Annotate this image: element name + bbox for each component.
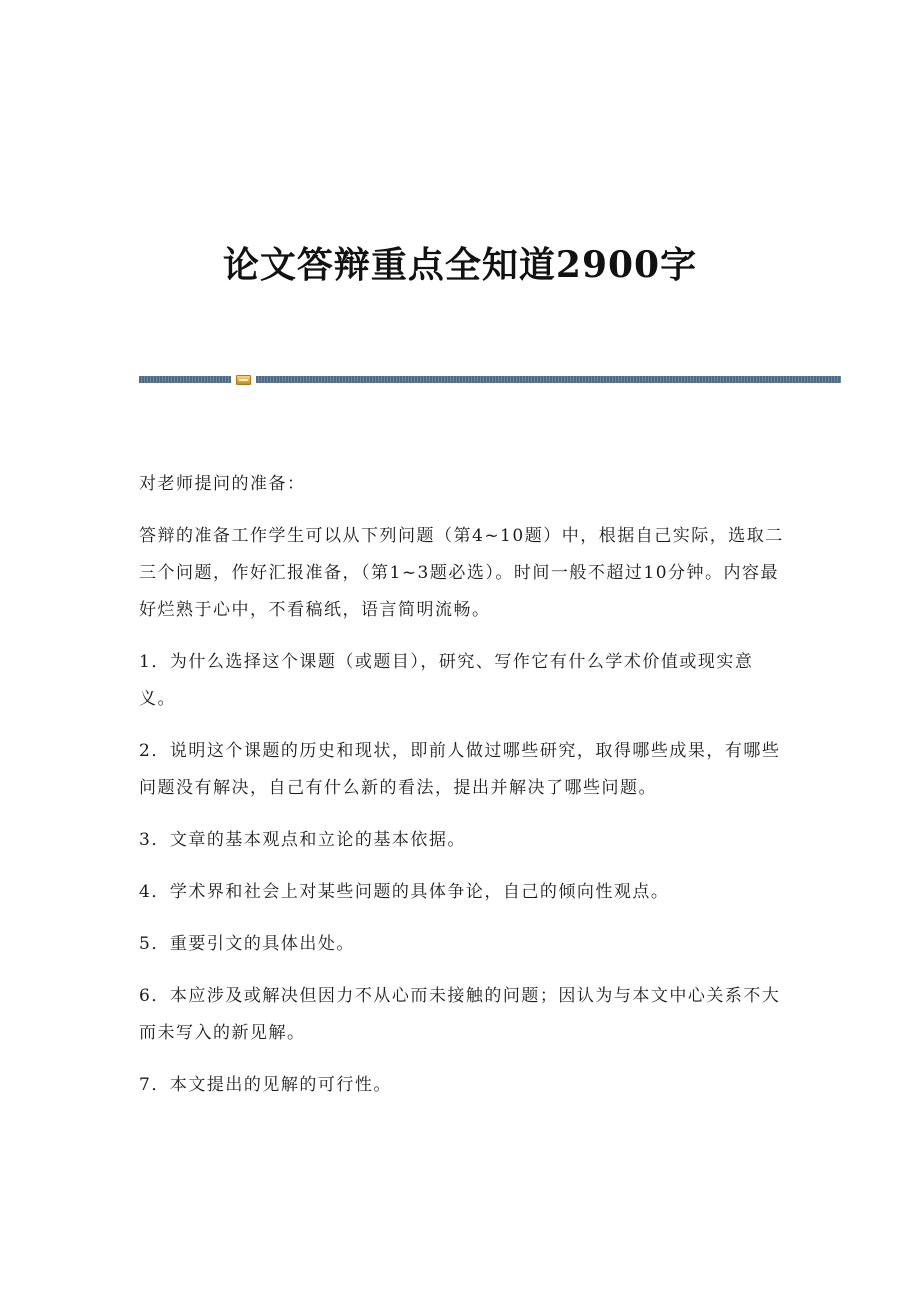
question-6: 6．本应涉及或解决但因力不从心而未接触的问题；因认为与本文中心关系不大而未写入的新见解。: [139, 986, 781, 1043]
title-divider: [139, 375, 841, 385]
divider-emblem-icon: [236, 375, 251, 385]
question-3: 3．文章的基本观点和立论的基本依据。: [139, 830, 466, 850]
question-5: 5．重要引文的具体出处。: [139, 934, 355, 954]
paragraph-intro: 对老师提问的准备：: [139, 474, 306, 494]
divider-bar-right: [256, 376, 841, 383]
question-1: 1．为什么选择这个课题（或题目），研究、写作它有什么学术价值或现实意义。: [139, 652, 754, 709]
question-2: 2．说明这个课题的历史和现状，即前人做过哪些研究，取得哪些成果，有哪些问题没有解决，自己有什么新的看法，提出并解决了哪些问题。: [139, 741, 781, 798]
page-title: 论文答辩重点全知道2900字: [222, 244, 698, 287]
question-4: 4．学术界和社会上对某些问题的具体争论，自己的倾向性观点。: [139, 882, 670, 902]
paragraph-preparation: 答辩的准备工作学生可以从下列问题（第4~10题）中，根据自己实际，选取二三个问题，作好汇报准备，（第1~3题必选）。时间一般不超过10分钟。内容最好烂熟于心中，不看稿纸，语言简明流畅。: [139, 526, 784, 620]
question-7: 7．本文提出的见解的可行性。: [139, 1075, 392, 1095]
divider-bar-left: [139, 376, 231, 383]
document-body: [139, 466, 784, 1119]
